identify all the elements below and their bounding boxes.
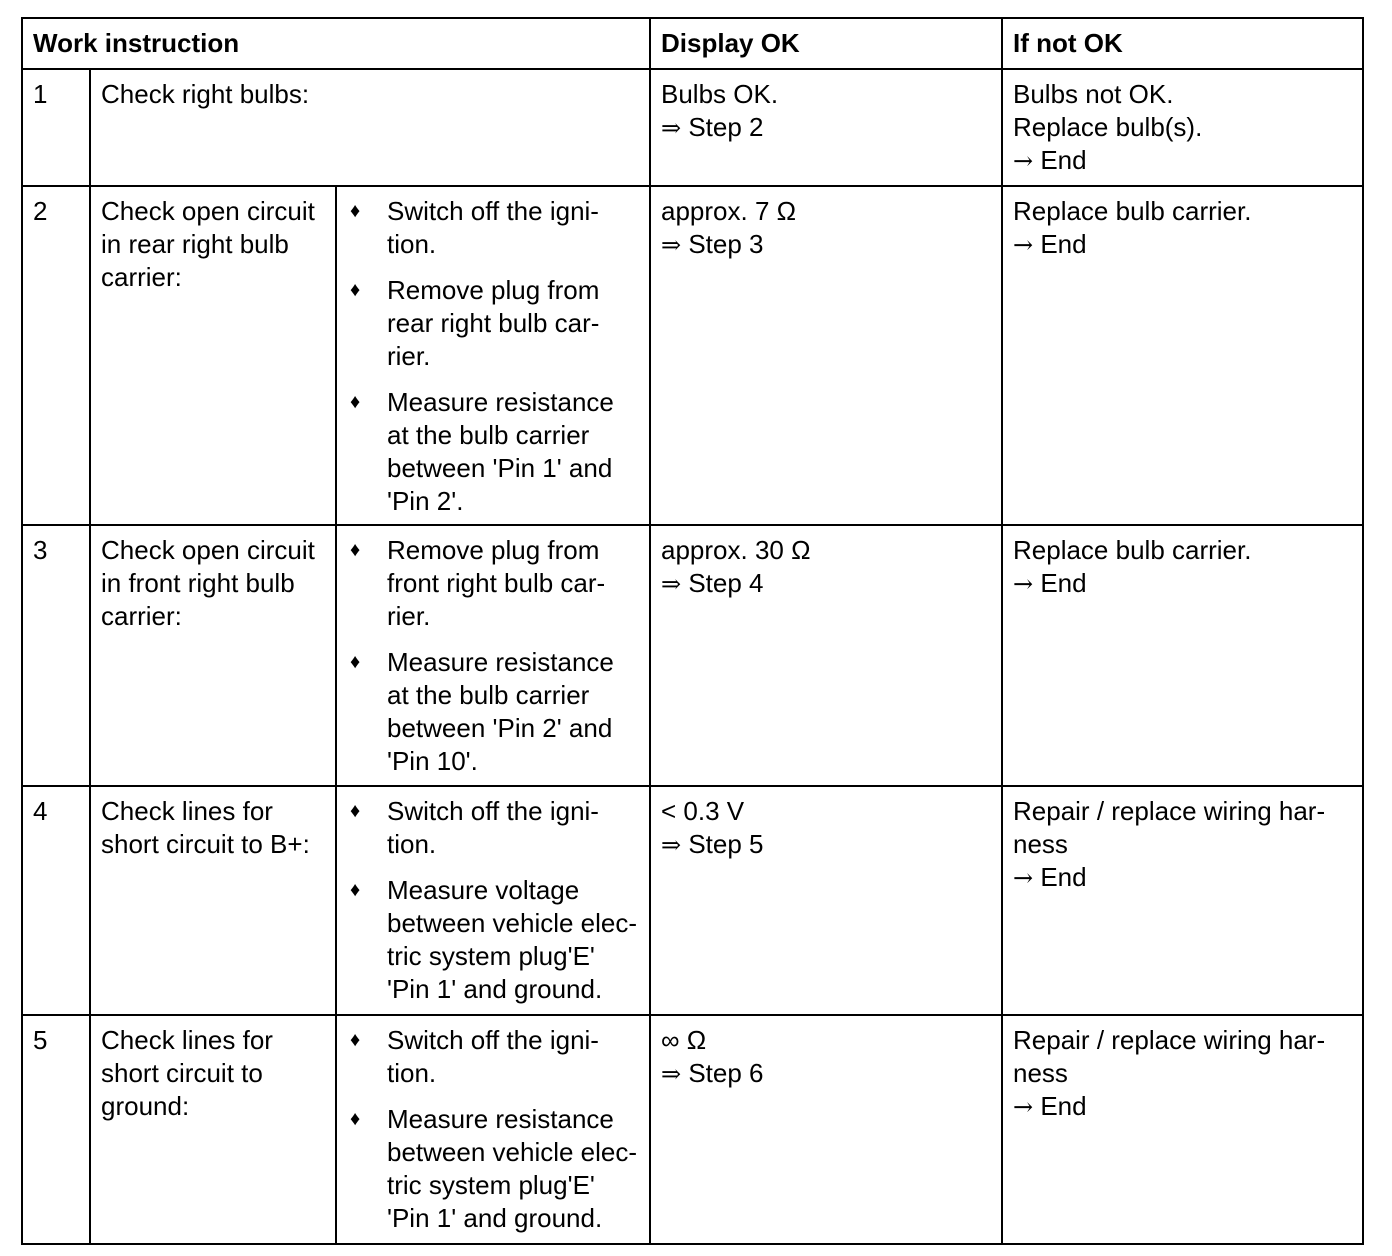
table-row [22,69,1363,186]
if-not-ok-cell [1002,1015,1363,1244]
procedure-step-text: Remove plug from rear right bulb car-rier. [387,275,600,371]
diamond-bullet-icon: ♦ [350,879,361,901]
nok-end: End [1040,1091,1087,1121]
procedure-step [347,874,639,1006]
ok-next-line [661,228,991,262]
header-work-instruction: Work instruction [22,18,650,69]
check-description: Check open circuit in front right bulb carrier: [90,525,336,786]
diamond-bullet-icon: ♦ [350,1108,361,1130]
ok-next-step: Step 3 [688,229,764,259]
diamond-bullet-icon: ♦ [350,539,361,561]
nok-end: End [1040,862,1087,892]
double-arrow-icon: ⇒ [661,231,682,259]
ok-value: approx. 30 Ω [661,535,811,565]
double-arrow-icon: ⇒ [661,570,682,598]
procedure-cell [336,786,650,1015]
double-arrow-icon: ⇒ [661,114,682,142]
procedure-step-text: Measure resistance at the bulb carrier between 'Pin 1' and 'Pin 2'. [387,387,614,516]
if-not-ok-cell [1002,186,1363,525]
ok-next-line [661,567,991,601]
procedure-step-text: Switch off the igni-tion. [387,196,599,259]
arrow-icon: → [1013,570,1034,598]
procedure-step [347,195,639,261]
ok-value: < 0.3 V [661,796,745,826]
ok-next-step: Step 2 [688,112,764,142]
procedure-step-text: Switch off the igni-tion. [387,1025,599,1088]
procedure-list [347,534,639,778]
step-number: 3 [22,525,90,786]
ok-value: Bulbs OK. [661,79,779,109]
ok-next-line [661,1057,991,1091]
nok-line: Repair / replace wiring har-ness [1013,1025,1326,1088]
display-ok-cell [650,69,1002,186]
ok-next-line [661,111,991,145]
display-ok-cell [650,186,1002,525]
display-ok-cell [650,1015,1002,1244]
check-description: Check right bulbs: [90,69,650,186]
step-number: 4 [22,786,90,1015]
procedure-step [347,1103,639,1235]
procedure-cell [336,1015,650,1244]
nok-line: Repair / replace wiring har-ness [1013,796,1326,859]
header-if-not-ok: If not OK [1002,18,1363,69]
double-arrow-icon: ⇒ [661,831,682,859]
if-not-ok-cell [1002,786,1363,1015]
procedure-step-text: Measure resistance at the bulb carrier between 'Pin 2' and 'Pin 10'. [387,647,614,776]
procedure-list [347,195,639,518]
nok-end-line [1013,861,1352,895]
procedure-step [347,795,639,861]
arrow-icon: → [1013,864,1034,892]
procedure-cell [336,525,650,786]
diamond-bullet-icon: ♦ [350,651,361,673]
table-row [22,186,1363,525]
nok-line: Replace bulb(s). [1013,112,1203,142]
nok-end: End [1040,568,1087,598]
procedure-list [347,795,639,1006]
nok-end: End [1040,229,1087,259]
arrow-icon: → [1013,1093,1034,1121]
procedure-step [347,386,639,518]
nok-line: Replace bulb carrier. [1013,196,1252,226]
ok-next-step: Step 4 [688,568,764,598]
double-arrow-icon: ⇒ [661,1060,682,1088]
procedure-step [347,646,639,778]
ok-value: approx. 7 Ω [661,196,797,226]
step-number: 5 [22,1015,90,1244]
nok-end-line [1013,567,1352,601]
if-not-ok-cell [1002,69,1363,186]
table-row [22,525,1363,786]
procedure-step [347,1024,639,1090]
ok-value: ∞ Ω [661,1025,707,1055]
nok-end-line [1013,144,1352,178]
check-description: Check lines for short circuit to B+: [90,786,336,1015]
nok-line: Replace bulb carrier. [1013,535,1252,565]
nok-end: End [1040,145,1087,175]
step-number: 2 [22,186,90,525]
nok-line: Bulbs not OK. [1013,79,1174,109]
diamond-bullet-icon: ♦ [350,391,361,413]
procedure-step-text: Remove plug from front right bulb car-rier. [387,535,606,631]
check-description: Check lines for short circuit to ground: [90,1015,336,1244]
diamond-bullet-icon: ♦ [350,200,361,222]
nok-end-line [1013,228,1352,262]
arrow-icon: → [1013,231,1034,259]
procedure-list [347,1024,639,1235]
header-row [22,18,1363,69]
arrow-icon: → [1013,147,1034,175]
table-row [22,1015,1363,1244]
display-ok-cell [650,786,1002,1015]
procedure-step-text: Measure resistance between vehicle elec-tric system plug'E' 'Pin 1' and ground. [387,1104,638,1233]
diamond-bullet-icon: ♦ [350,1029,361,1051]
check-description: Check open circuit in rear right bulb carrier: [90,186,336,525]
ok-next-step: Step 5 [688,829,764,859]
diamond-bullet-icon: ♦ [350,800,361,822]
procedure-step [347,534,639,633]
procedure-step-text: Switch off the igni-tion. [387,796,599,859]
table-row [22,786,1363,1015]
diamond-bullet-icon: ♦ [350,279,361,301]
if-not-ok-cell [1002,525,1363,786]
procedure-step [347,274,639,373]
procedure-step-text: Measure voltage between vehicle elec-tric system plug'E' 'Pin 1' and ground. [387,875,638,1004]
ok-next-line [661,828,991,862]
display-ok-cell [650,525,1002,786]
procedure-cell [336,186,650,525]
work-instruction-table [21,17,1364,1245]
step-number: 1 [22,69,90,186]
nok-end-line [1013,1090,1352,1124]
ok-next-step: Step 6 [688,1058,764,1088]
header-display-ok: Display OK [650,18,1002,69]
